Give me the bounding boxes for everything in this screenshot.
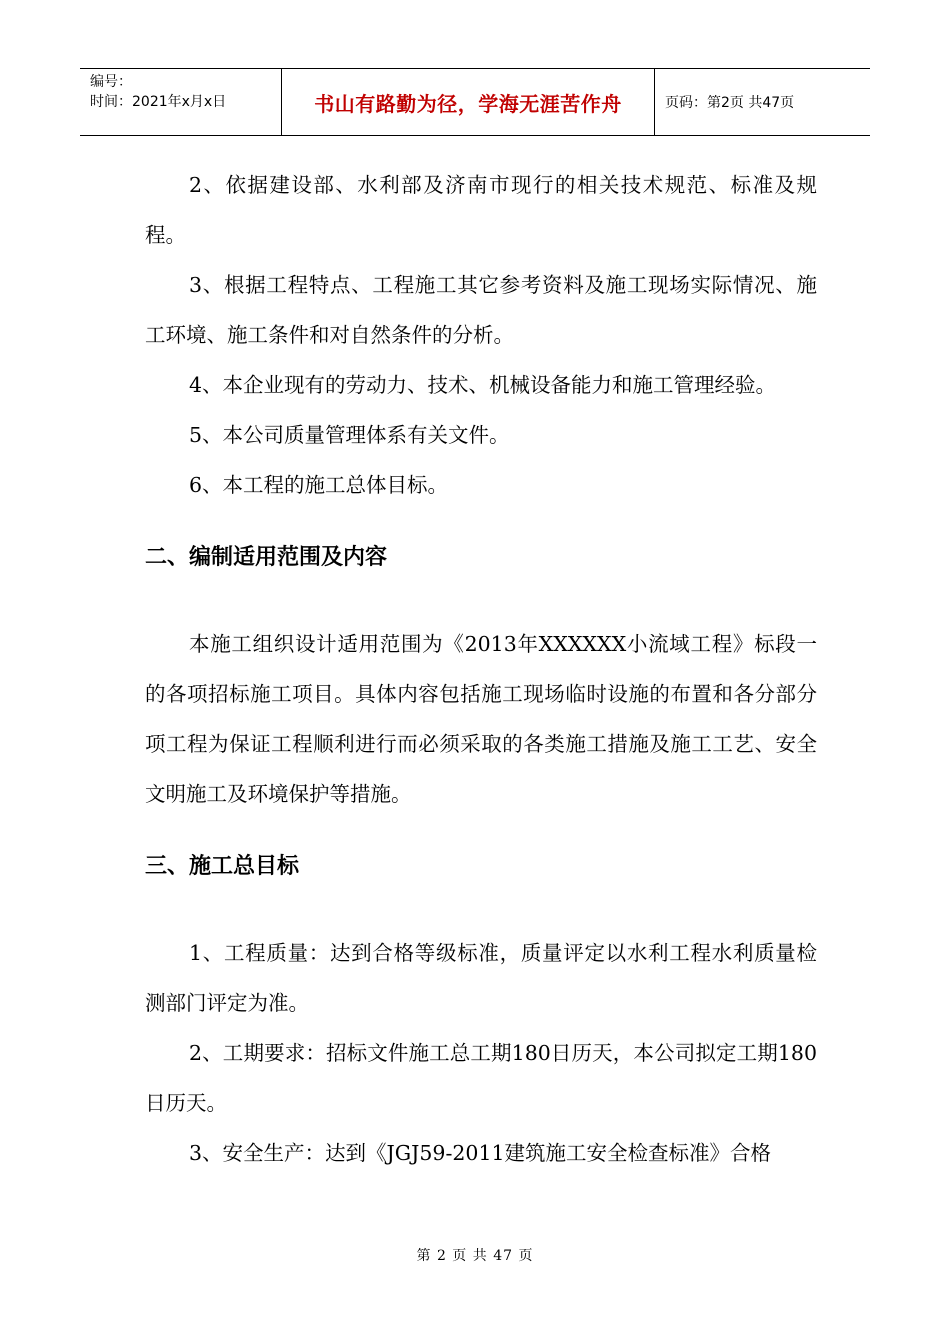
paragraph-goal-safety: 3、安全生产：达到《JGJ59-2011建筑施工安全检查标准》合格 (189, 1141, 772, 1165)
document-time-label: 时间：2021年x月x日 (90, 94, 227, 110)
paragraph-basis-3: 3、根据工程特点、工程施工其它参考资料及施工现场实际情况、施工环境、施工条件和对自然条件的分析。 (145, 273, 817, 347)
document-number-label: 编号： (90, 74, 132, 90)
paragraph-basis-6: 6、本工程的施工总体目标。 (189, 473, 449, 497)
header-meta (80, 69, 282, 135)
header-page-info: 页码：第2页 共47页 (665, 95, 795, 111)
page-footer: 第 2 页 共 47 页 (416, 1248, 534, 1264)
document-body (145, 160, 817, 1178)
page-header (80, 68, 870, 136)
header-motto: 书山有路勤为径，学海无涯苦作舟 (282, 69, 655, 135)
paragraph-goal-quality: 1、工程质量：达到合格等级标准，质量评定以水利工程水利质量检测部门评定为准。 (145, 941, 817, 1015)
section-heading-scope: 二、编制适用范围及内容 (145, 545, 388, 570)
paragraph-basis-2: 2、依据建设部、水利部及济南市现行的相关技术规范、标准及规程。 (145, 173, 817, 247)
section-heading-goals: 三、施工总目标 (145, 854, 300, 879)
paragraph-scope: 本施工组织设计适用范围为《2013年XXXXXX小流域工程》标段一的各项招标施工项目。具体内容包括施工现场临时设施的布置和各分部分项工程为保证工程顺利进行而必须采取的各类施工措施及施工工艺、安全文明施工及环境保护等措施。 (145, 632, 817, 806)
paragraph-basis-4: 4、本企业现有的劳动力、技术、机械设备能力和施工管理经验。 (189, 373, 777, 397)
paragraph-goal-schedule: 2、工期要求：招标文件施工总工期180日历天，本公司拟定工期180日历天。 (145, 1041, 817, 1115)
paragraph-basis-5: 5、本公司质量管理体系有关文件。 (189, 423, 510, 447)
